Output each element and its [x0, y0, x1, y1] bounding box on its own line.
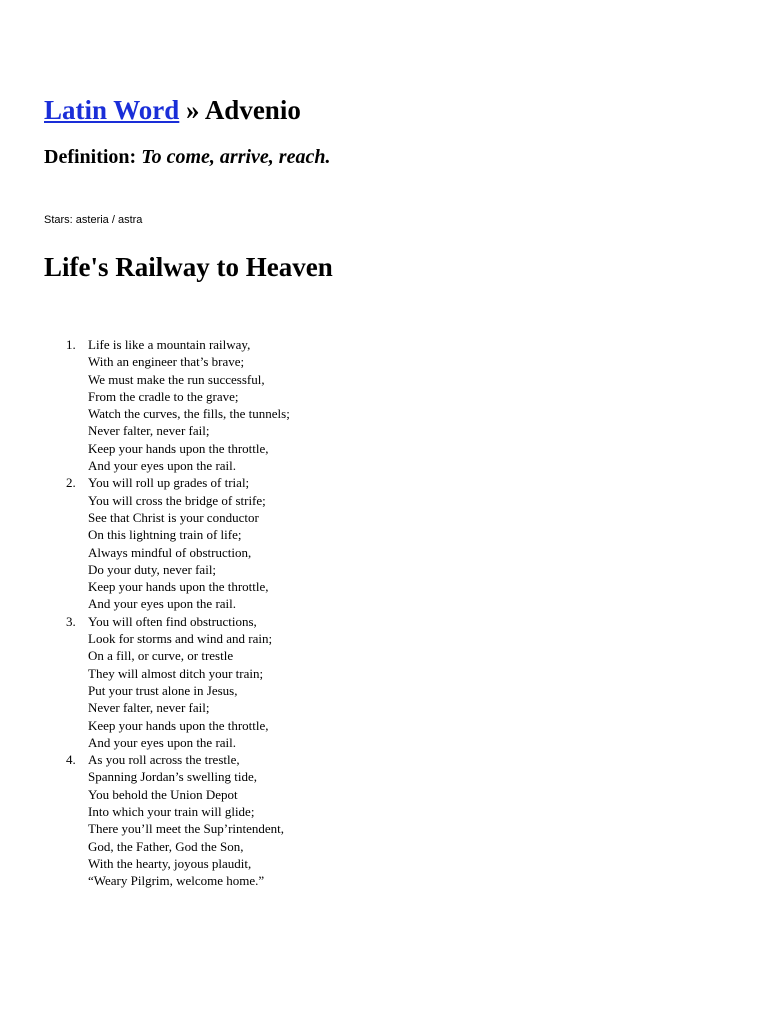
verse-line: On a fill, or curve, or trestle [88, 648, 234, 664]
latin-word-link[interactable]: Latin Word [44, 95, 180, 125]
verse-line: Always mindful of obstruction, [88, 544, 252, 560]
verse-line: You will often find obstructions, [88, 613, 257, 629]
verse-line: And your eyes upon the rail. [88, 458, 237, 474]
verse-line: See that Christ is your conductor [88, 509, 259, 525]
verse-line: “Weary Pilgrim, welcome home.” [88, 873, 265, 889]
verse-line: We must make the run successful, [88, 371, 265, 387]
verse-line: Life is like a mountain railway, [88, 337, 251, 352]
verse-line: Keep your hands upon the throttle, [88, 579, 269, 595]
definition-label: Definition: [44, 146, 137, 168]
verse-number: 1. [66, 337, 76, 352]
verse-line: With an engineer that’s brave; [88, 354, 245, 370]
verse-line: Into which your train will glide; [88, 804, 255, 820]
definition [44, 144, 344, 170]
verse-line: Put your trust alone in Jesus, [88, 682, 238, 698]
verse-line: On this lightning train of life; [88, 527, 242, 543]
verse-number: 4. [66, 752, 76, 768]
definition-text: To come, arrive, reach. [141, 146, 331, 168]
verse-line: And your eyes upon the rail. [88, 596, 237, 612]
breadcrumb-separator: » [186, 95, 200, 125]
verse-line: Look for storms and wind and rain; [88, 631, 273, 647]
verse [44, 613, 290, 751]
page-title [44, 92, 301, 128]
stars-note: Stars: asteria / astra [44, 214, 143, 226]
verse-line: And your eyes upon the rail. [88, 734, 237, 750]
verse [44, 336, 290, 474]
verse-number: 3. [66, 613, 76, 629]
verse-line: With the hearty, joyous plaudit, [88, 855, 252, 871]
verse-line: You behold the Union Depot [88, 786, 238, 802]
verse-line: Keep your hands upon the throttle, [88, 717, 269, 733]
verse-list [44, 336, 290, 890]
verse-line: Never falter, never fail; [88, 700, 210, 716]
verse-line: There you’ll meet the Sup’rintendent, [88, 821, 285, 837]
verse-line: Keep your hands upon the throttle, [88, 440, 269, 456]
verse-line: Do your duty, never fail; [88, 561, 217, 577]
verse-line: You will cross the bridge of strife; [88, 492, 266, 508]
verse [44, 751, 290, 889]
verse-line: From the cradle to the grave; [88, 388, 239, 404]
latin-word: Advenio [204, 95, 301, 125]
verse-number: 2. [66, 475, 76, 491]
song-title: Life's Railway to Heaven [44, 252, 333, 282]
verse-line: Never falter, never fail; [88, 423, 210, 439]
verse-line: God, the Father, God the Son, [88, 838, 244, 854]
verse-line: As you roll across the trestle, [88, 752, 240, 768]
verse-line: They will almost ditch your train; [88, 665, 264, 681]
verse [44, 474, 290, 612]
verse-line: You will roll up grades of trial; [88, 475, 250, 491]
verse-line: Spanning Jordan’s swelling tide, [88, 769, 257, 785]
verse-line: Watch the curves, the fills, the tunnels; [88, 406, 290, 422]
